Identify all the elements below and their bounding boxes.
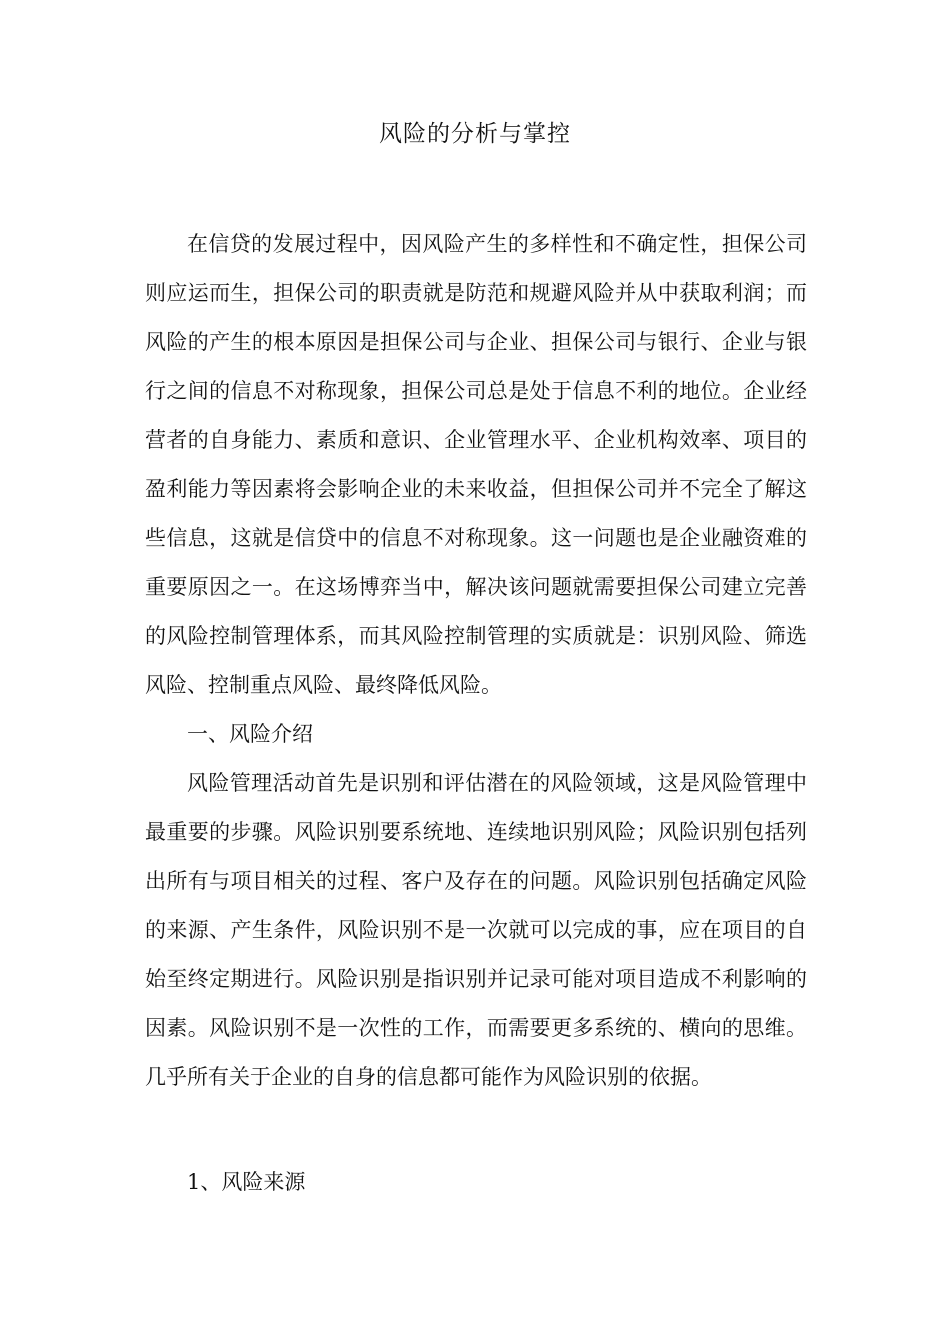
risk-intro-paragraph: 风险管理活动首先是识别和评估潜在的风险领域，这是风险管理中最重要的步骤。风险识别要系统地、连续地识别风险；风险识别包括列出所有与项目相关的过程、客户及存在的问题。风险识别包括确定风险的来源、产生条件，风险识别不是一次就可以完成的事，应在项目的自始至终定期进行。风险识别是指识别并记录可能对项目造成不利影响的因素。风险识别不是一次性的工作，而需要更多系统的、横向的思维。几乎所有关于企业的自身的信息都可能作为风险识别的依据。 (145, 771, 807, 1089)
subsection-heading: 1、风险来源 (187, 1170, 306, 1194)
document-title: 风险的分析与掌控 (379, 121, 571, 147)
intro-block (145, 220, 807, 1102)
section-heading: 一、风险介绍 (187, 722, 313, 746)
subsection-block (145, 1158, 807, 1207)
intro-paragraph: 在信贷的发展过程中，因风险产生的多样性和不确定性，担保公司则应运而生，担保公司的职责就是防范和规避风险并从中获取利润；而风险的产生的根本原因是担保公司与企业、担保公司与银行、企业与银行之间的信息不对称现象，担保公司总是处于信息不利的地位。企业经营者的自身能力、素质和意识、企业管理水平、企业机构效率、项目的盈利能力等因素将会影响企业的未来收益，但担保公司并不完全了解这些信息，这就是信贷中的信息不对称现象。这一问题也是企业融资难的重要原因之一。在这场博弈当中，解决该问题就需要担保公司建立完善的风险控制管理体系，而其风险控制管理的实质就是：识别风险、筛选风险、控制重点风险、最终降低风险。 (145, 232, 807, 697)
